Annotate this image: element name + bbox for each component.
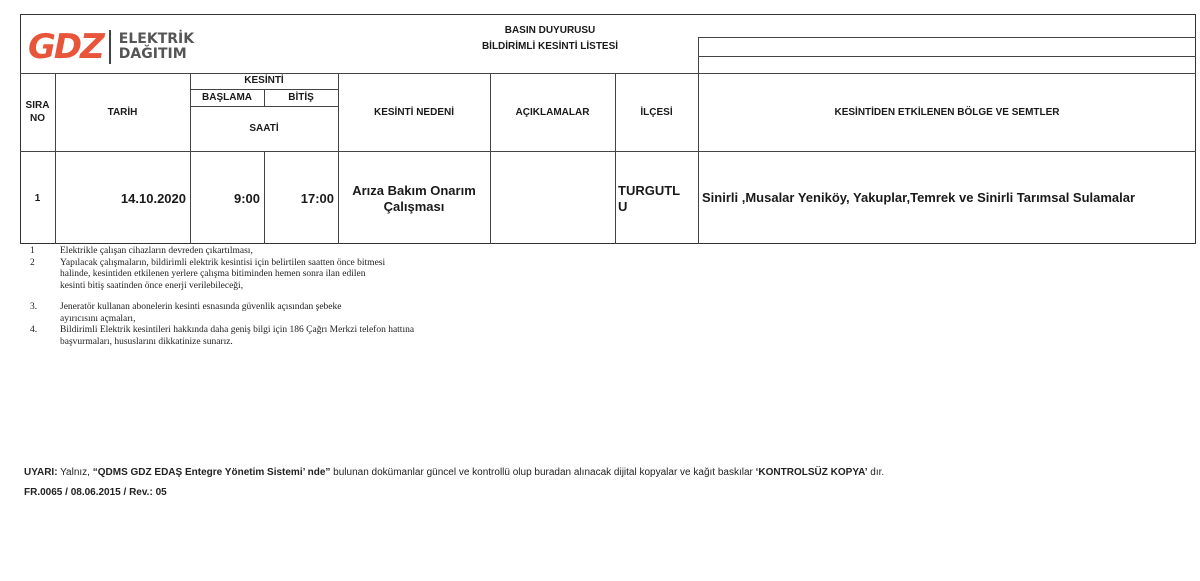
logo-divider bbox=[109, 30, 111, 64]
note-text: Bildirimli Elektrik kesintileri hakkında daha geniş bilgi için 186 Çağrı Merkzi telefon hattına başvurmaları, hususlarını dikkatinize sunarız. bbox=[60, 325, 415, 347]
header-kesinti: KESİNTİ bbox=[244, 75, 284, 86]
page-subtitle: BİLDİRİMLİ KESİNTİ LİSTESİ bbox=[481, 41, 619, 52]
note-item bbox=[30, 246, 414, 258]
header-no: NO bbox=[30, 113, 45, 124]
cell-ilce-line2: U bbox=[618, 199, 628, 214]
cell-sira: 1 bbox=[34, 193, 41, 204]
header-aciklamalar: AÇIKLAMALAR bbox=[515, 107, 590, 118]
cell-ilce-line1: TURGUTL bbox=[618, 183, 681, 198]
header-bitis: BİTİŞ bbox=[288, 92, 314, 103]
logo-line2: DAĞITIM bbox=[118, 46, 187, 62]
warning-part3: dır. bbox=[867, 467, 885, 478]
cell-bitis: 17:00 bbox=[300, 191, 334, 206]
header-baslama: BAŞLAMA bbox=[202, 92, 252, 103]
form-code: FR.0065 / 08.06.2015 / Rev.: 05 bbox=[24, 487, 167, 498]
note-number: 1 bbox=[30, 246, 35, 256]
warning-kopya: ‘KONTROLSÜZ KOPYA’ bbox=[755, 467, 868, 478]
header-sira: SIRA bbox=[25, 100, 50, 111]
notes-list bbox=[30, 246, 414, 348]
header-box-line bbox=[698, 37, 699, 73]
note-item bbox=[30, 325, 414, 348]
logo-mark: GDZ bbox=[28, 27, 103, 67]
header-box-line bbox=[698, 37, 1196, 38]
warning-system-name: “QDMS GDZ EDAŞ Entegre Yönetim Sistemi’ nde” bbox=[92, 467, 331, 478]
header-tarih: TARİH bbox=[107, 107, 138, 118]
logo-line1: ELEKTRİK bbox=[118, 31, 195, 47]
header-kesinti-nedeni: KESİNTİ NEDENİ bbox=[373, 107, 454, 118]
note-item bbox=[30, 258, 414, 293]
warning-part2: bulunan dokümanlar güncel ve kontrollü olup buradan alınacak dijital kopyalar ve kağıt baskılar bbox=[330, 467, 756, 478]
cell-baslama: 9:00 bbox=[233, 191, 260, 206]
logo-text bbox=[119, 32, 194, 62]
header-box-line bbox=[698, 56, 1196, 57]
header-bolge: KESİNTİDEN ETKİLENEN BÖLGE VE SEMTLER bbox=[834, 107, 1060, 118]
cell-tarih: 14.10.2020 bbox=[120, 191, 186, 206]
cell-bolge: Sinirli ,Musalar Yeniköy, Yakuplar,Temrek ve Sinirli Tarımsal Sulamalar bbox=[702, 190, 1136, 205]
note-text: Yapılacak çalışmaların, bildirimli elektrik kesintisi için belirtilen saatten önce bitmesi halinde, kesintiden etkilenen yerlere çalışma bitiminden hemen sonra ilan edilen kesinti bitiş saatinden önce enerji verilebileceği, bbox=[60, 257, 386, 291]
company-logo bbox=[28, 27, 195, 67]
warning-part1: Yalnız, bbox=[57, 467, 93, 478]
note-number: 2 bbox=[30, 257, 35, 268]
note-number: 3. bbox=[30, 302, 38, 312]
note-text: Jeneratör kullanan abonelerin kesinti esnasında güvenlik açısından şebeke ayırıcısını açmaları, bbox=[60, 302, 342, 324]
row-divider bbox=[190, 106, 338, 107]
page-title: BASIN DUYURUSU bbox=[504, 25, 596, 36]
warning-text bbox=[24, 467, 884, 478]
cell-neden-line2: Çalışması bbox=[383, 199, 445, 214]
cell-neden-line1: Arıza Bakım Onarım bbox=[352, 183, 476, 198]
note-number: 4. bbox=[30, 325, 38, 335]
note-text: Elektrikle çalışan cihazların devreden çıkartılması, bbox=[60, 246, 253, 256]
header-ilcesi: İLÇESİ bbox=[640, 107, 673, 118]
header-saati: SAATİ bbox=[249, 123, 279, 134]
note-item bbox=[30, 302, 414, 325]
warning-label: UYARI: bbox=[24, 467, 58, 478]
row-divider bbox=[20, 73, 1196, 74]
